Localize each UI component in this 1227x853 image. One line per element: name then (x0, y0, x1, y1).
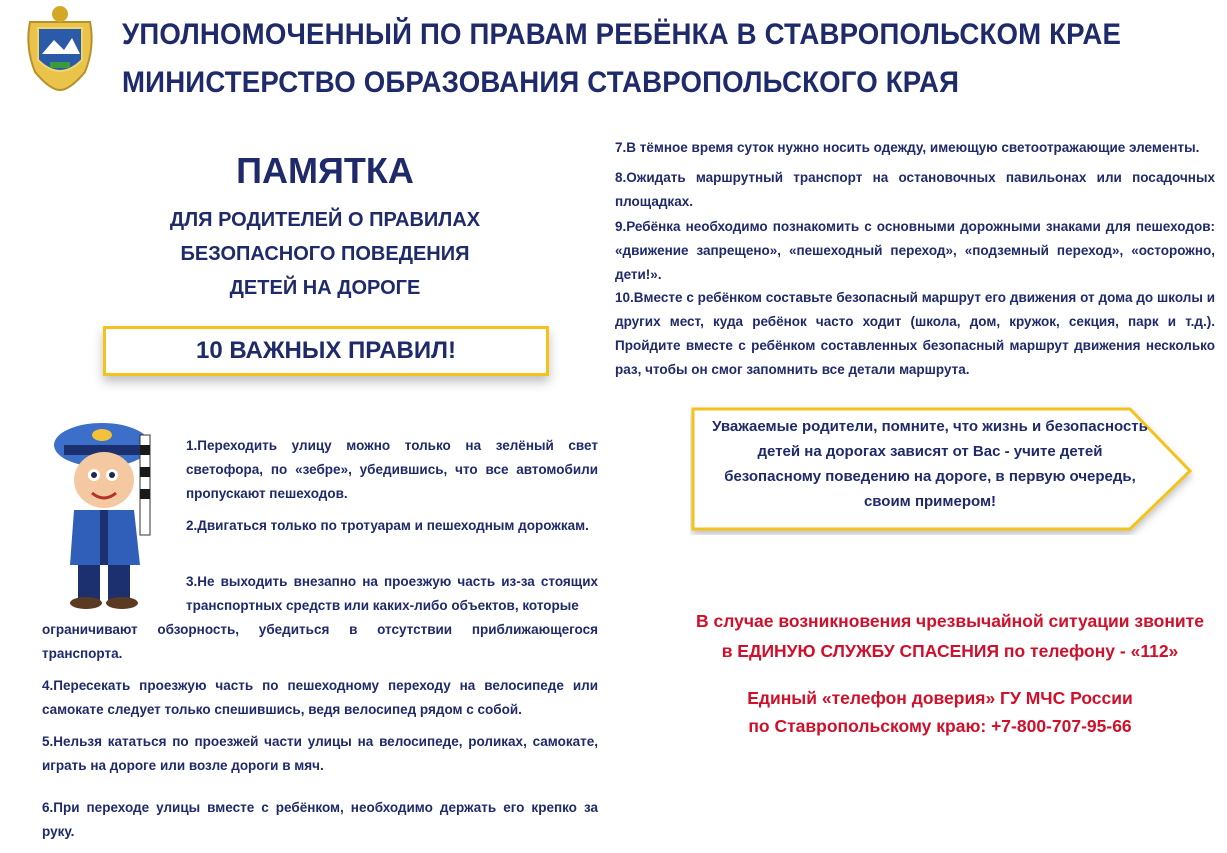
header-line-2: МИНИСТЕРСТВО ОБРАЗОВАНИЯ СТАВРОПОЛЬСКОГО КРАЯ (122, 66, 960, 99)
emergency-line-1: В случае возникновения чрезвычайной ситуации звоните (696, 611, 1204, 631)
emergency-line-2: в ЕДИНУЮ СЛУЖБУ СПАСЕНИЯ по телефону - «112» (721, 641, 1179, 661)
rules-banner: 10 ВАЖНЫХ ПРАВИЛ! (103, 326, 549, 376)
header-line-1: УПОЛНОМОЧЕННЫЙ ПО ПРАВАМ РЕБЁНКА В СТАВРОПОЛЬСКОМ КРАЕ (122, 18, 1122, 51)
subtitle-line: ДЕТЕЙ НА ДОРОГЕ (229, 277, 421, 299)
rule-5: 5.Нельзя кататься по проезжей части улицы на велосипеде, роликах, самокате, играть на дороге или возле дороги в мяч. (42, 734, 598, 773)
rule-6: 6.При переходе улицы вместе с ребёнком, необходимо держать его крепко за руку. (42, 800, 598, 839)
rule-4: 4.Пересекать проезжую часть по пешеходному переходу на велосипеде или самокате следует только спешившись, ведя велосипед рядом с собой. (42, 678, 598, 717)
subtitle-line: БЕЗОПАСНОГО ПОВЕДЕНИЯ (180, 243, 470, 265)
memo-title: ПАМЯТКА (236, 150, 414, 191)
memo-subtitle (130, 203, 520, 305)
rule-3-part-2: ограничивают обзорность, убедиться в отсутствии приближающегося транспорта. (42, 622, 598, 661)
emergency-info (675, 606, 1225, 666)
trust-phone-info (705, 684, 1175, 740)
rule-9: 9.Ребёнка необходимо познакомить с основными дорожными знаками для пешеходов: «движение запрещено», «пешеходный переход», «подземный переход», «осторожно, дети!». (615, 219, 1215, 282)
rule-7: 7.В тёмное время суток нужно носить одежду, имеющую светоотражающие элементы. (615, 140, 1200, 155)
rule-2: 2.Двигаться только по тротуарам и пешеходным дорожкам. (186, 518, 589, 533)
appeal-text: Уважаемые родители, помните, что жизнь и безопасность детей на дорогах зависят от Вас - учите детей безопасному поведению на дороге, в первую очередь, своим примером! (712, 418, 1148, 510)
subtitle-line: ДЛЯ РОДИТЕЛЕЙ О ПРАВИЛАХ (169, 209, 481, 231)
rule-1: 1.Переходить улицу можно только на зелёный свет светофора, по «зебре», убедившись, что все автомобили пропускают пешеходов. (186, 438, 598, 501)
trust-line-1: Единый «телефон доверия» ГУ МЧС России (747, 688, 1133, 708)
coat-of-arms-icon (20, 2, 100, 92)
trust-line-2: по Ставропольскому краю: +7-800-707-95-66 (748, 716, 1132, 736)
traffic-inspector-boy-icon (42, 405, 177, 610)
rule-10: 10.Вместе с ребёнком составьте безопасный маршрут его движения от дома до школы и других мест, куда ребёнок часто ходит (школа, дом, кружок, секция, парк и т.д.). Пройдите вместе с ребёнком составленных безопасный маршрут движения несколько раз, чтобы он смог запомнить все детали маршрута. (615, 290, 1215, 377)
rule-8: 8.Ожидать маршрутный транспорт на остановочных павильонах или посадочных площадках. (615, 170, 1215, 209)
rule-3-part-1: 3.Не выходить внезапно на проезжую часть из-за стоящих транспортных средств или каких-либо объектов, которые (186, 574, 598, 613)
